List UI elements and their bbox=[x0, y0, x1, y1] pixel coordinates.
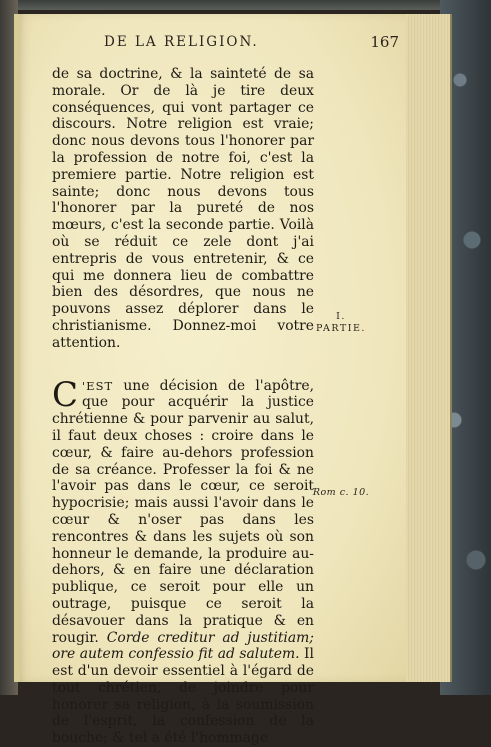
paragraph-2-continuation: Il est d'un devoir essentiel à l'égard de tout chrétien, de joindre pour honorer sa religion, à la soumission de l'esprit, la confession de la bouche; & tel a été l'hommage bbox=[52, 646, 314, 747]
lead-smallcaps: 'EST bbox=[82, 378, 114, 393]
drop-cap: C bbox=[52, 374, 79, 415]
margin-part-label: PARTIE. bbox=[316, 323, 366, 334]
paragraph-2-text: une décision de l'apôtre, que pour acquérir la justice chrétienne & pour parvenir au salut, il faut deux choses : croire dans le cœur, & faire au-dehors profession de sa créance. Professer la foi & ne l'avoir pas dans le cœur, ce seroit hypocrisie; mais aussi l'avoir dans le cœur & n'oser pas dans les rencontres & dans les sujets où son honneur le demande, la produire au-dehors, & en faire une déclaration publique, ce seroit pour elle un outrage, puisque ce seroit la désavouer dans la pratique & en rougir. bbox=[52, 377, 314, 646]
paragraph-2 bbox=[52, 374, 314, 747]
page-edges bbox=[398, 14, 452, 682]
book-cover-top bbox=[0, 0, 491, 10]
page-number: 167 bbox=[370, 33, 399, 51]
latin-quotation: Corde creditur ad justitiam; ore autem confessio fit ad salutem. bbox=[52, 629, 314, 663]
running-title: DE LA RELIGION. bbox=[104, 34, 259, 50]
margin-scripture-reference: Rom c. 10. bbox=[312, 487, 370, 498]
book-page bbox=[14, 14, 406, 747]
text-block bbox=[52, 66, 314, 747]
paragraph-1: de sa doctrine, & la sainteté de sa morale. Or de là je tire deux conséquences, qui vont partager ce discours. Notre religion est vraie; donc nous devons tous l'honorer par la profession de notre foi, c'est la premiere partie. Notre religion est sainte; donc nous devons tous l'honorer par la pureté de nos mœurs, c'est la seconde partie. Voilà où se réduit ce zele dont j'ai entrepris de vous entretenir, & ce qui me donnera lieu de combattre bien des désordres, que nous ne pouvons assez déplorer dans le christianisme. Donnez-moi votre attention. bbox=[52, 66, 314, 351]
running-head bbox=[94, 30, 399, 54]
margin-part-number: I. bbox=[336, 311, 346, 322]
gutter bbox=[14, 14, 20, 682]
